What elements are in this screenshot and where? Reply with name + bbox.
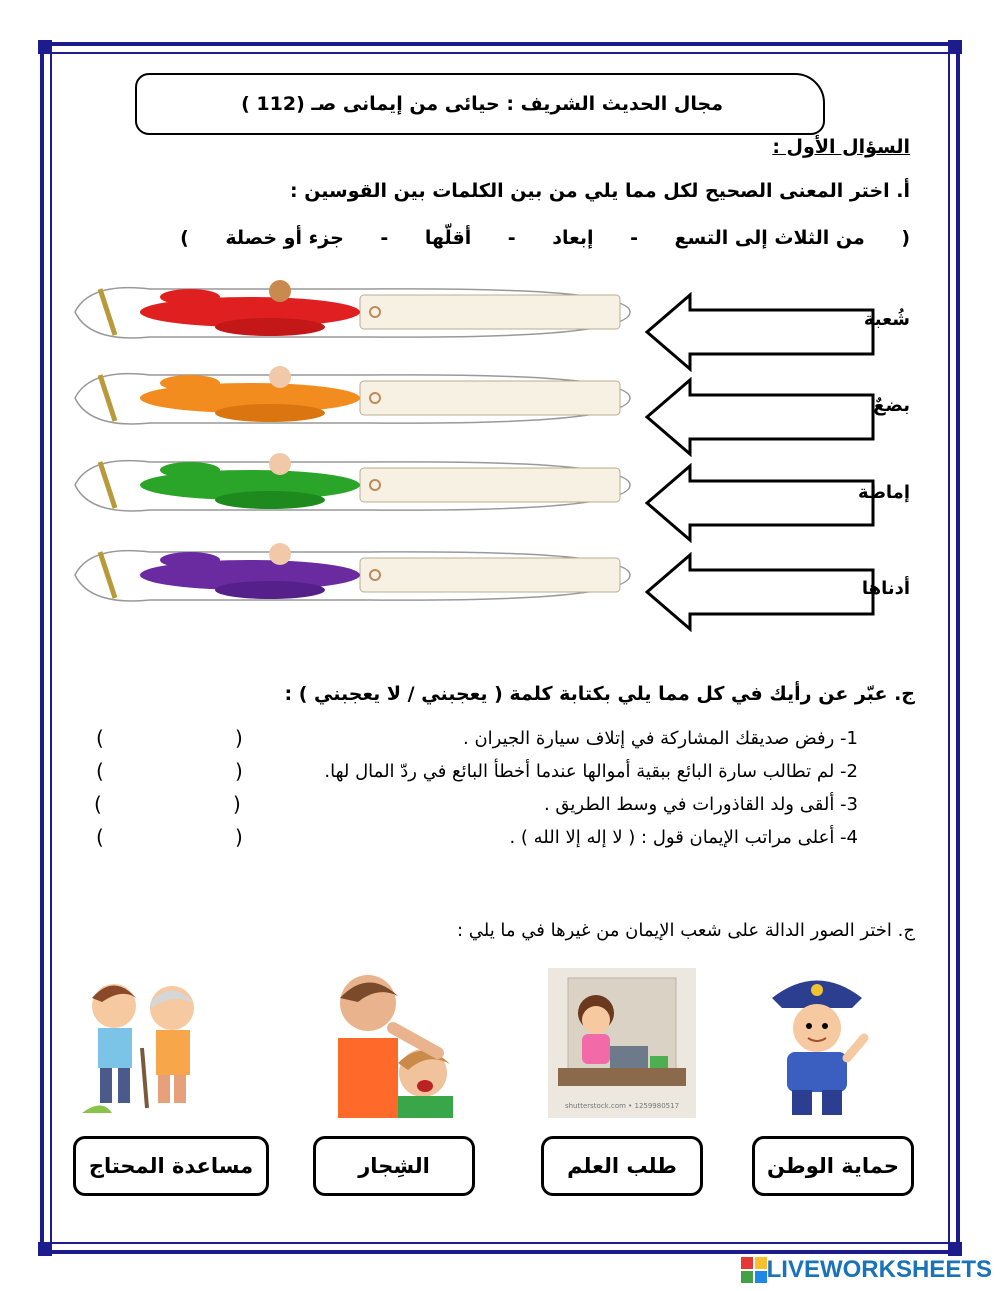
paren-open: ( (901, 227, 910, 249)
word-3: إماطة (858, 482, 910, 503)
corner-ornament (948, 40, 962, 54)
answer-paren-open: ) (233, 792, 241, 816)
question-1-heading: السؤال الأول : (772, 136, 910, 158)
police-officer-picture (752, 968, 882, 1118)
liveworksheets-logo-text: LIVEWORKSHEETS (766, 1256, 992, 1283)
plane-banner-4[interactable] (70, 540, 640, 610)
picture-label-1[interactable]: حماية الوطن (752, 1136, 914, 1196)
answer-slot-4[interactable] (112, 827, 230, 851)
part-c2-instruction: ج. اختر الصور الدالة على شعب الإيمان من غيرها في ما يلي : (456, 920, 915, 941)
word-arrow-2 (645, 377, 877, 457)
answer-paren-open: ) (235, 825, 243, 849)
page-title: مجال الحديث الشريف : حيائى من إيمانى صـ (112 ) (241, 93, 723, 115)
choice-3: أقلّها (424, 227, 472, 249)
word-1: شُعبة (863, 309, 910, 330)
corner-ornament (38, 40, 52, 54)
statement-4: 4- أعلى مراتب الإيمان قول : ( لا إله إلا الله ) . (509, 827, 858, 848)
answer-slot-2[interactable] (112, 761, 230, 785)
stock-watermark: shutterstock.com • 1259980517 (564, 1102, 680, 1110)
picture-label-3[interactable]: الشِجار (313, 1136, 475, 1196)
answer-slot-1[interactable] (112, 728, 230, 752)
choice-1: من الثلاث إلى التسع (674, 227, 865, 249)
plane-banner-3[interactable] (70, 450, 640, 520)
choice-4: جزء أو خصلة (225, 227, 344, 249)
word-arrow-3 (645, 463, 877, 543)
plane-banner-2[interactable] (70, 363, 640, 433)
word-2: بضعٌ (873, 395, 910, 416)
part-a-instruction: أ. اختر المعنى الصحيح لكل مما يلي من بين الكلمات بين القوسين : (289, 180, 910, 202)
paren-close: ) (180, 227, 189, 249)
corner-ornament (38, 1242, 52, 1256)
plane-banner-1[interactable] (70, 277, 640, 347)
answer-paren-open: ) (235, 726, 243, 750)
statement-3: 3- ألقى ولد القاذورات في وسط الطريق . (543, 794, 858, 815)
picture-label-4[interactable]: مساعدة المحتاج (73, 1136, 269, 1196)
separator: - (380, 227, 389, 249)
word-arrow-4 (645, 552, 877, 632)
choices-row (180, 225, 910, 251)
answer-slot-3[interactable] (110, 794, 228, 818)
answer-paren-close: ( (94, 792, 102, 816)
corner-ornament (948, 1242, 962, 1256)
answer-paren-close: ( (96, 726, 104, 750)
statement-1: 1- رفض صديقك المشاركة في إتلاف سيارة الجيران . (463, 728, 858, 749)
liveworksheets-logo-icon (741, 1257, 767, 1283)
part-c-instruction: ج. عبّر عن رأيك في كل مما يلي بكتابة كلمة ( يعجبني / لا يعجبني ) : (284, 683, 915, 705)
fighting-picture (328, 968, 460, 1118)
choice-2: إبعاد (552, 227, 594, 249)
answer-paren-open: ) (235, 759, 243, 783)
girl-studying-picture (548, 968, 696, 1118)
helping-elderly-picture (72, 968, 220, 1118)
word-4: أدناها (861, 578, 910, 599)
separator: - (507, 227, 516, 249)
liveworksheets-brand (741, 1256, 992, 1284)
picture-label-2[interactable]: طلب العلم (541, 1136, 703, 1196)
answer-paren-close: ( (96, 825, 104, 849)
answer-paren-close: ( (96, 759, 104, 783)
separator: - (630, 227, 638, 249)
title-box (135, 73, 825, 135)
statement-2: 2- لم تطالب سارة البائع ببقية أموالها عندما أخطأ البائع في ردّ المال لها. (324, 761, 858, 782)
word-arrow-1 (645, 292, 877, 372)
